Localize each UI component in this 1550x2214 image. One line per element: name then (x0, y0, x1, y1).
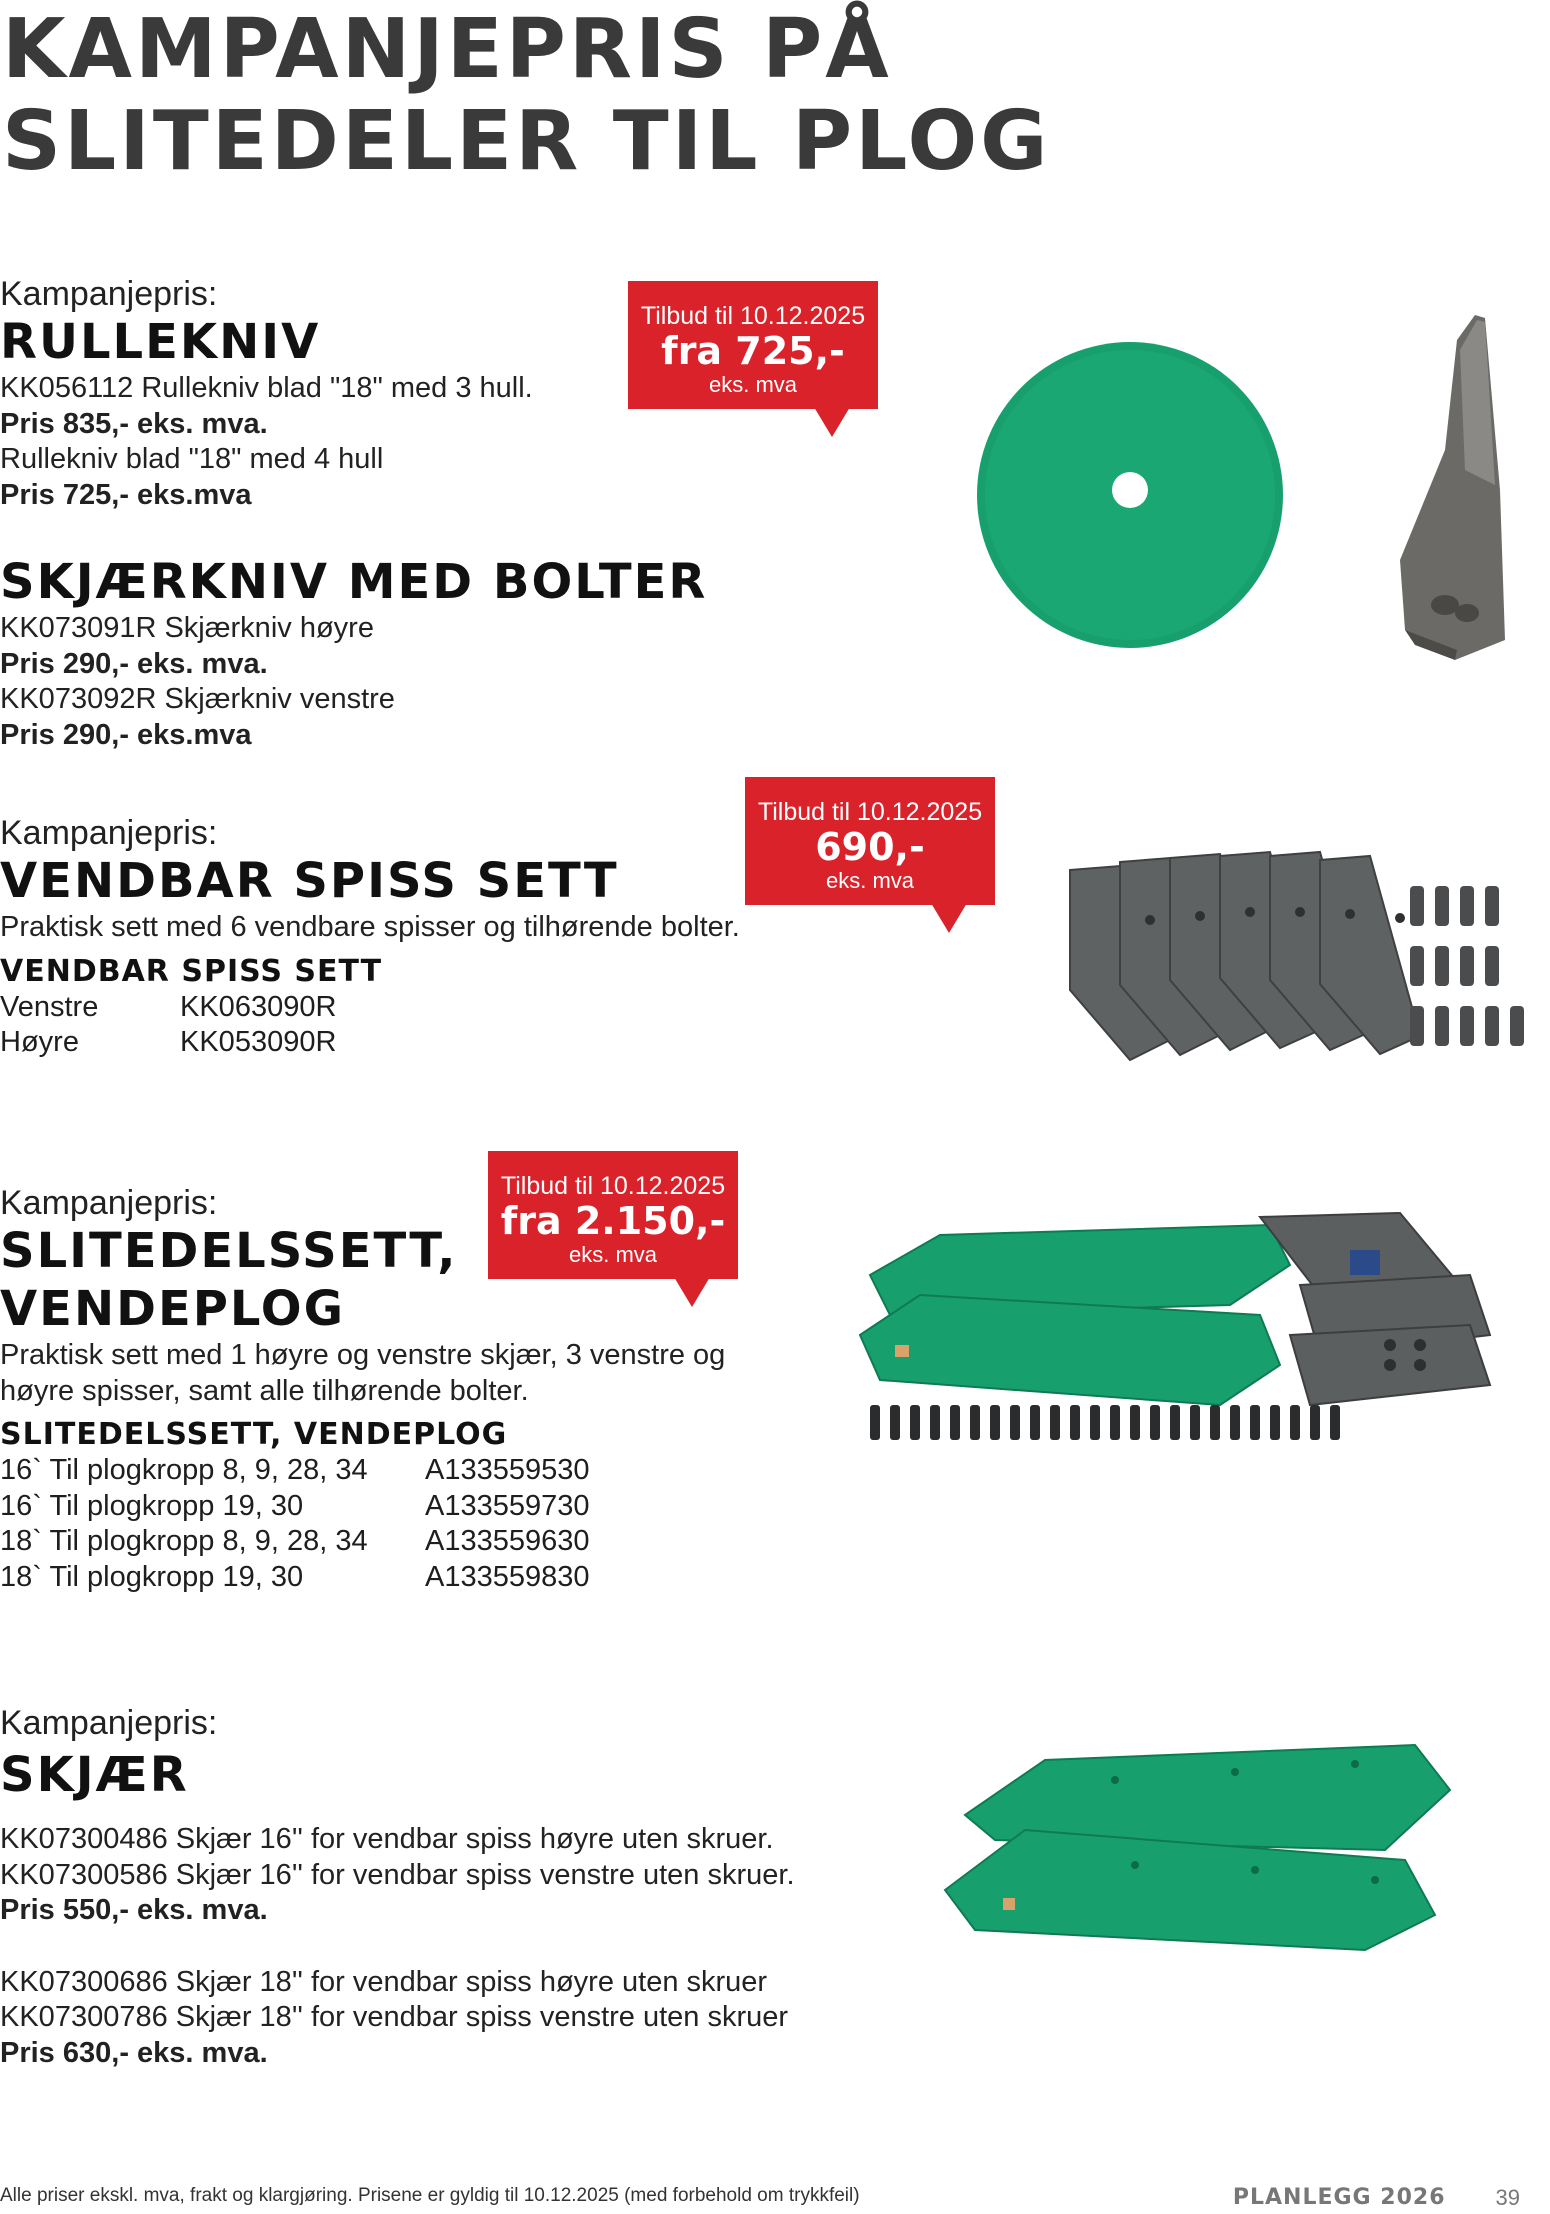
section-heading-line-1: SLITEDELSSETT, (0, 1223, 458, 1279)
variant-row (0, 1489, 725, 1525)
variant-row (0, 990, 740, 1026)
description-line: Praktisk sett med 1 høyre og venstre skjær, 3 venstre og (0, 1339, 726, 1371)
variant-code: KK063090R (180, 990, 337, 1023)
price-line: Pris 290,- eks. mva. (0, 647, 268, 680)
badge-price: fra 2.150,- (500, 1199, 726, 1243)
variant-row (0, 1025, 740, 1061)
kampanjepris-label: Kampanjepris: (0, 1704, 218, 1742)
product-line: KK07300586 Skjær 16'' for vendbar spiss venstre uten skruer. (0, 1858, 795, 1891)
skjaerkniv-image (1385, 310, 1515, 665)
product-line: KK073092R Skjærkniv venstre (0, 683, 395, 715)
sub-heading: SLITEDELSSETT, VENDEPLOG (0, 1417, 508, 1452)
price-line: Pris 550,- eks. mva. (0, 1894, 268, 1926)
badge-price: 690,- (815, 825, 925, 869)
section-skjaerkniv (0, 553, 707, 753)
description-line: Praktisk sett med 6 vendbare spisser og tilhørende bolter. (0, 911, 740, 943)
description-line: høyre spisser, samt alle tilhørende bolter. (0, 1374, 529, 1407)
footer-right (1233, 2185, 1520, 2211)
rullekniv-disc-image (975, 340, 1285, 650)
product-line: KK073091R Skjærkniv høyre (0, 612, 374, 644)
variant-label: 16` Til plogkropp 19, 30 (0, 1489, 304, 1522)
slitedelssett-image (850, 1205, 1500, 1450)
badge-date: Tilbud til 10.12.2025 (640, 302, 866, 330)
badge-pointer (814, 407, 850, 437)
price-line: Pris 630,- eks. mva. (0, 2036, 268, 2069)
offer-badge (745, 777, 995, 905)
badge-date: Tilbud til 10.12.2025 (757, 798, 983, 826)
badge-pointer (931, 903, 967, 933)
section-heading: RULLEKNIV (0, 314, 321, 370)
variant-label: 18` Til plogkropp 8, 9, 28, 34 (0, 1525, 368, 1557)
section-rullekniv (0, 275, 533, 513)
sub-heading: VENDBAR SPISS SETT (0, 953, 383, 989)
badge-vat: eks. mva (568, 1242, 658, 1267)
section-heading: VENDBAR SPISS SETT (0, 853, 619, 909)
variant-code: A133559630 (425, 1525, 590, 1557)
variant-row (0, 1524, 725, 1560)
product-line: KK07300486 Skjær 16'' for vendbar spiss høyre uten skruer. (0, 1823, 774, 1855)
variant-row (0, 1453, 725, 1489)
section-heading-line-2: VENDEPLOG (0, 1281, 345, 1337)
variant-code: A133559730 (425, 1489, 590, 1522)
variant-label: 16` Til plogkropp 8, 9, 28, 34 (0, 1454, 368, 1486)
price-line: Pris 290,- eks.mva (0, 718, 252, 751)
kampanjepris-label: Kampanjepris: (0, 1184, 218, 1222)
offer-badge (628, 281, 878, 409)
vendbar-spiss-image (1050, 850, 1550, 1080)
variant-code: A133559530 (425, 1454, 590, 1486)
kampanjepris-label: Kampanjepris: (0, 275, 218, 313)
section-vendbar-spiss (0, 814, 740, 1061)
product-line: KK07300686 Skjær 18'' for vendbar spiss høyre uten skruer (0, 1965, 768, 1998)
skjaer-image (935, 1720, 1490, 1960)
section-heading: SKJÆR (0, 1747, 189, 1803)
footer-brand: PLANLEGG 2026 (1232, 2185, 1446, 2210)
footer-disclaimer: Alle priser ekskl. mva, frakt og klargjøring. Prisene er gyldig til 10.12.2025 (med forbehold om trykkfeil) (0, 2185, 860, 2206)
badge-vat: eks. mva (825, 868, 915, 893)
kampanjepris-label: Kampanjepris: (0, 814, 218, 852)
price-line: Pris 725,- eks.mva (0, 478, 252, 511)
page-number: 39 (1495, 2185, 1520, 2210)
title-line-2: SLITEDELER TIL PLOG (2, 94, 1051, 189)
offer-badge (488, 1151, 738, 1279)
variant-label: Venstre (0, 990, 99, 1023)
badge-price: fra 725,- (661, 329, 845, 373)
section-skjaer (0, 1704, 795, 2071)
product-line: Rullekniv blad "18" med 4 hull (0, 443, 384, 475)
page-title (2, 4, 1051, 188)
badge-date: Tilbud til 10.12.2025 (500, 1172, 726, 1200)
variant-label: 18` Til plogkropp 19, 30 (0, 1560, 304, 1593)
product-line: KK056112 Rullekniv blad "18" med 3 hull. (0, 372, 533, 404)
variant-label: Høyre (0, 1026, 79, 1058)
product-line: KK07300786 Skjær 18'' for vendbar spiss venstre uten skruer (0, 2001, 789, 2033)
variant-code: KK053090R (180, 1026, 337, 1058)
variant-code: A133559830 (425, 1560, 590, 1593)
variant-row (0, 1560, 725, 1596)
section-heading: SKJÆRKNIV MED BOLTER (0, 554, 708, 610)
price-line: Pris 835,- eks. mva. (0, 407, 268, 440)
badge-pointer (674, 1277, 710, 1307)
title-line-1: KAMPANJEPRIS PÅ (2, 2, 892, 97)
badge-vat: eks. mva (708, 372, 798, 397)
